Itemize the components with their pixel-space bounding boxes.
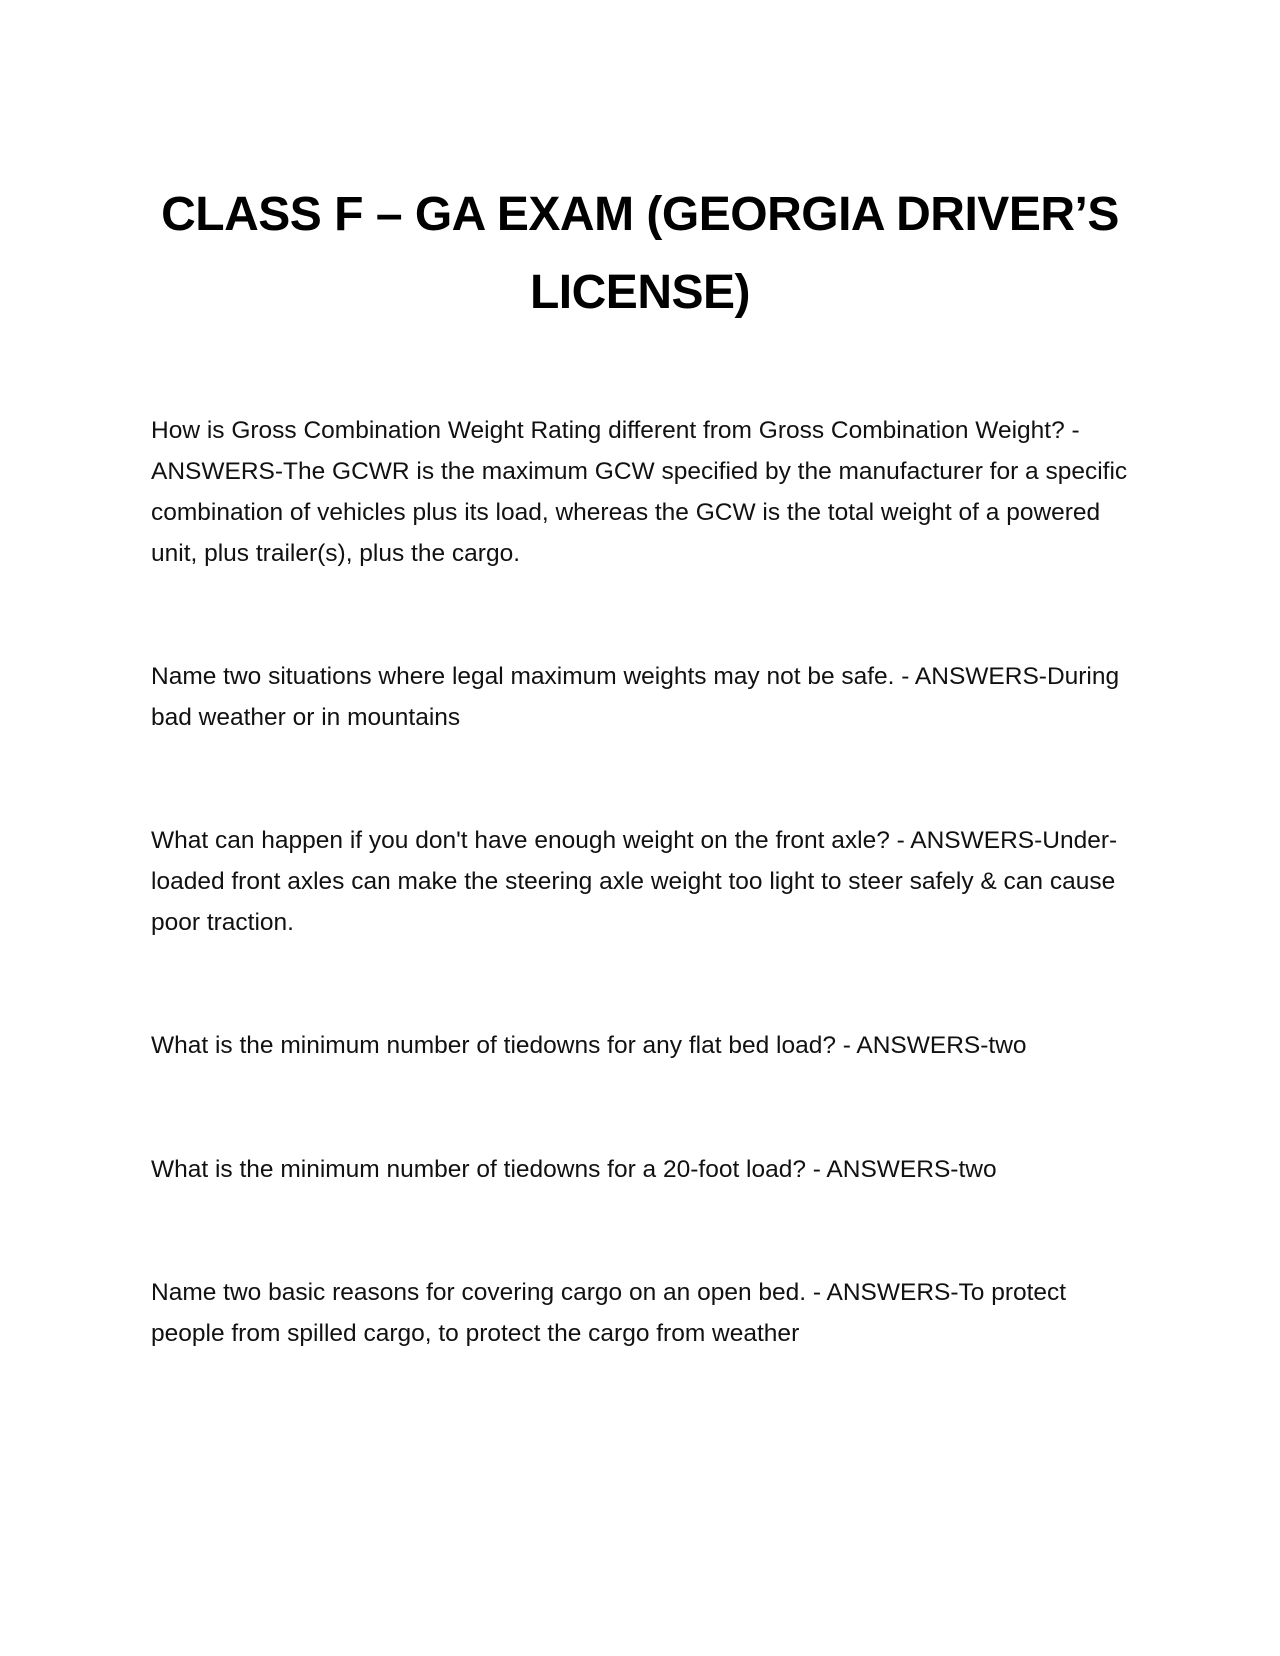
qa-entry: Name two basic reasons for covering cargo on an open bed. - ANSWERS-To protect people from spilled cargo, to protect the cargo from weather <box>151 1279 1067 1347</box>
qa-entry: Name two situations where legal maximum weights may not be safe. - ANSWERS-During bad weather or in mountains <box>151 663 1120 731</box>
qa-entry: What is the minimum number of tiedowns for any flat bed load? - ANSWERS-two <box>151 1032 1027 1059</box>
page-title: CLASS F – GA EXAM (GEORGIA DRIVER’S LICENSE) <box>161 188 1119 319</box>
qa-entry: What can happen if you don't have enough weight on the front axle? - ANSWERS-Under-loaded front axles can make the steering axle weight too light to steer safely & can cause poor traction. <box>151 827 1118 936</box>
qa-entry: What is the minimum number of tiedowns for a 20-foot load? - ANSWERS-two <box>151 1156 997 1183</box>
qa-entry: How is Gross Combination Weight Rating different from Gross Combination Weight? - ANSWERS-The GCWR is the maximum GCW specified by the manufacturer for a specific combination of vehicles plus its load, whereas the GCW is the total weight of a powered unit, plus trailer(s), plus the cargo. <box>151 417 1128 567</box>
